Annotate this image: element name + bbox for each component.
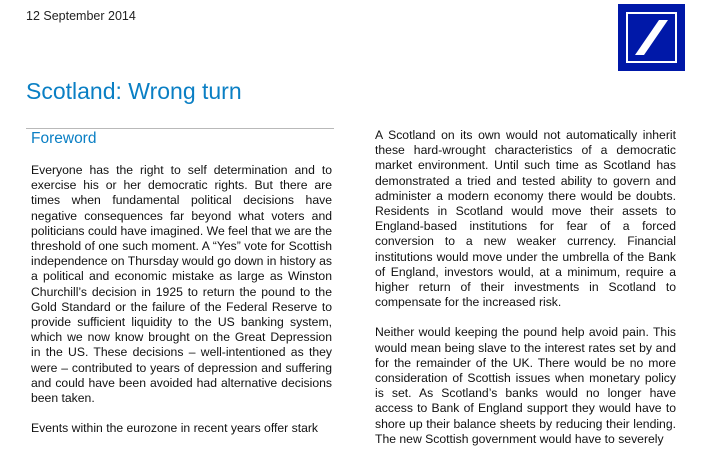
page-title: Scotland: Wrong turn <box>26 78 242 104</box>
logo-slash-icon <box>628 14 675 61</box>
paragraph: Neither would keeping the pound help avoid pain. This would mean being slave to the interest rates set by and for the remainder of the UK. There would be no more consideration of Scottish issues when monetary policy is set. As Scotland’s banks would no longer have access to Bank of England support they would have to shore up their balance sheets by reducing their lending. The new Scottish government would have to severely <box>375 325 676 446</box>
section-divider <box>26 128 334 129</box>
deutsche-bank-logo-icon <box>618 4 685 71</box>
right-text-column <box>375 128 676 462</box>
left-text-column <box>31 163 332 451</box>
paragraph: A Scotland on its own would not automatically inherit these hard-wrought characteristics of a democratic market environment. Until such time as Scotland has demonstrated a tried and tested ability to govern and administer a modern economy there would be doubts. Residents in Scotland would move their assets to England-based institutions for fear of a forced conversion to a new weaker currency. Financial institutions would move under the umbrella of the Bank of England, investors would, at a minimum, require a higher return of their investments in Scotland to compensate for the increased risk. <box>375 128 676 310</box>
report-date: 12 September 2014 <box>26 9 136 23</box>
section-heading-foreword: Foreword <box>31 130 97 147</box>
paragraph: Events within the eurozone in recent years offer stark <box>31 421 319 436</box>
logo-frame <box>626 12 677 63</box>
paragraph: Everyone has the right to self determination and to exercise his or her democratic rights. But there are times when fundamental political decisions have negative consequences far beyond what voters and politicians could have imagined. We feel that we are the threshold of one such moment. A “Yes” vote for Scottish independence on Thursday would go down in history as a political and economic mistake as large as Winston Churchill’s decision in 1925 to return the pound to the Gold Standard or the failure of the Federal Reserve to provide sufficient liquidity to the US banking system, which we now know brought on the Great Depression in the US. These decisions – well-intentioned as they were – contributed to years of depression and suffering and could have been avoided had alternative decisions been taken. <box>31 163 332 406</box>
